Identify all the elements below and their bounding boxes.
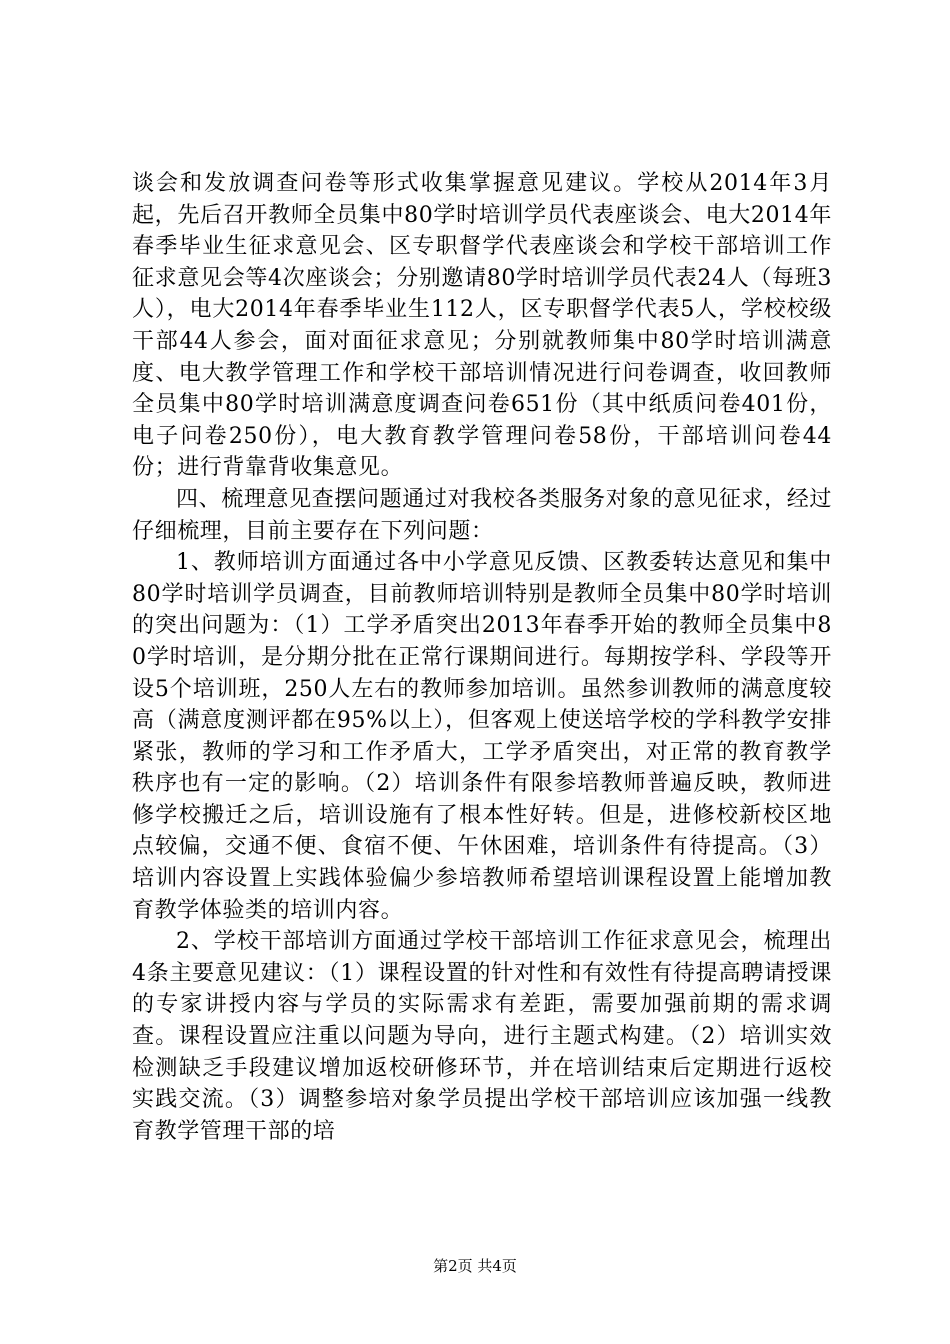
paragraph-continued: 谈会和发放调查问卷等形式收集掌握意见建议。学校从2014年3月起，先后召开教师全员集中80学时培训学员代表座谈会、电大2014年春季毕业生征求意见会、区专职督学代表座谈会和学校干部培训工作征求意见会等4次座谈会；分别邀请80学时培训学员代表24人（每班3人），电大2014年春季毕业生112人，区专职督学代表5人，学校校级干部44人参会，面对面征求意见；分别就教师集中80学时培训满意度、电大教学管理工作和学校干部培训情况进行问卷调查，收回教师全员集中80学时培训满意度调查问卷651份（其中纸质问卷401份，电子问卷250份），电大教育教学管理问卷58份，干部培训问卷44份；进行背靠背收集意见。 bbox=[132, 171, 832, 481]
paragraph-cadre-training: 2、学校干部培训方面通过学校干部培训工作征求意见会，梳理出4条主要意见建议：（1）课程设置的针对性和有效性有待提高聘请授课的专家讲授内容与学员的实际需求有差距，需要加强前期的需求调查。课程设置应注重以问题为导向，进行主题式构建。（2）培训实效检测缺乏手段建议增加返校研修环节，并在培训结束后定期进行返校实践交流。（3）调整参培对象学员提出学校干部培训应该加强一线教育教学管理干部的培 bbox=[132, 929, 832, 1144]
document-body bbox=[132, 168, 832, 1147]
paragraph-teacher-training: 1、教师培训方面通过各中小学意见反馈、区教委转达意见和集中80学时培训学员调查，目前教师培训特别是教师全员集中80学时培训的突出问题为：（1）工学矛盾突出2013年春季开始的教师全员集中80学时培训，是分期分批在正常行课期间进行。每期按学科、学段等开设5个培训班，250人左右的教师参加培训。虽然参训教师的满意度较高（满意度测评都在95%以上），但客观上使送培学校的学科教学安排紧张，教师的学习和工作矛盾大，工学矛盾突出，对正常的教育教学秩序也有一定的影响。（2）培训条件有限参培教师普遍反映，教师进修学校搬迁之后，培训设施有了根本性好转。但是，进修校新校区地点较偏，交通不便、食宿不便、午休困难，培训条件有待提高。（3）培训内容设置上实践体验偏少参培教师希望培训课程设置上能增加教育教学体验类的培训内容。 bbox=[132, 550, 832, 923]
page-footer: 第2页 共4页 bbox=[433, 1257, 517, 1275]
paragraph-section-four: 四、梳理意见查摆问题通过对我校各类服务对象的意见征求，经过仔细梳理，目前主要存在下列问题： bbox=[132, 486, 832, 544]
